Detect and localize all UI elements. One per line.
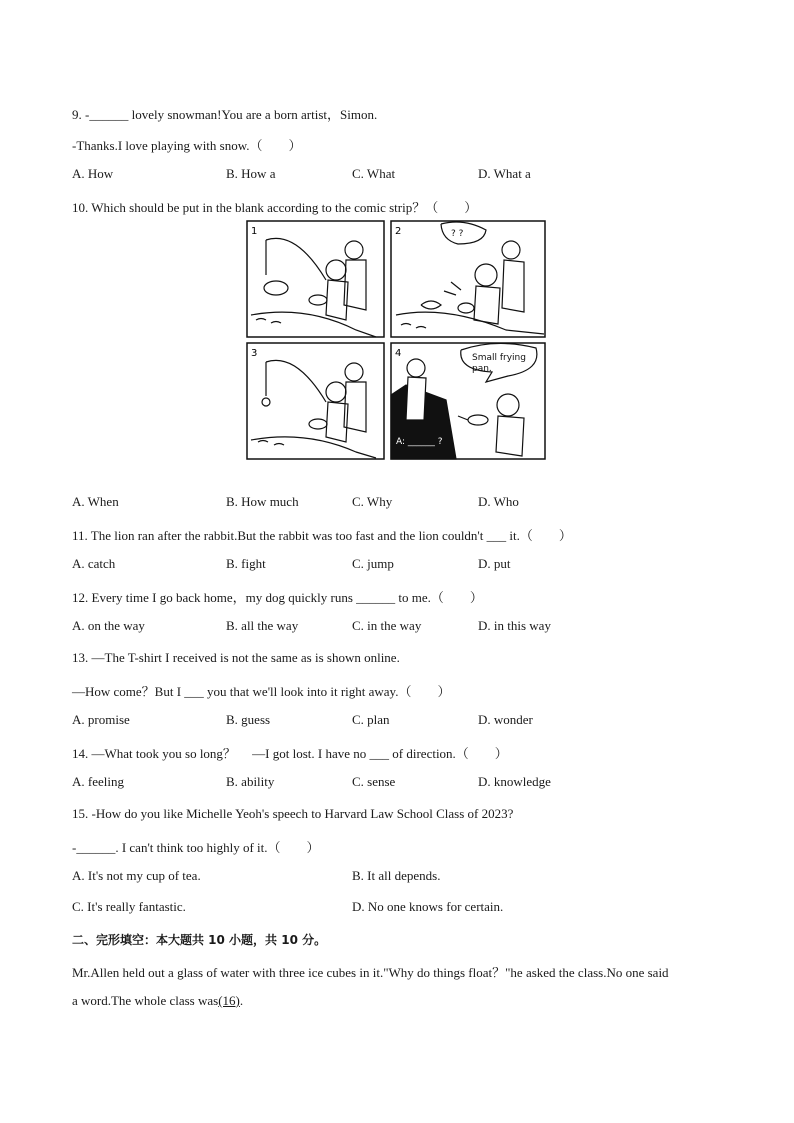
passage-line-2-suffix: . xyxy=(239,993,244,1008)
option-b[interactable]: B. It all depends. xyxy=(352,868,441,883)
option-d[interactable]: D. in this way xyxy=(478,618,551,633)
panel-number-2: 2 xyxy=(395,226,402,237)
speech-bubble-line-2: pan. xyxy=(472,364,492,374)
option-d[interactable]: D. wonder xyxy=(478,712,533,727)
option-b[interactable]: B. How much xyxy=(226,494,299,509)
option-c[interactable]: C. in the way xyxy=(352,618,422,633)
question-13-stem: 13. —The T-shirt I received is not the same as is shown online. xyxy=(72,650,400,665)
option-c[interactable]: C. It's really fantastic. xyxy=(72,899,186,914)
option-c[interactable]: C. What xyxy=(352,166,396,181)
option-b[interactable]: B. How a xyxy=(226,166,276,181)
question-15-stem-reply: -______. I can't think too highly of it.（ ） xyxy=(72,840,320,855)
question-13-options xyxy=(72,712,732,730)
question-10-stem: 10. Which should be put in the blank according to the comic strip？（ ） xyxy=(72,200,478,215)
option-d[interactable]: D. What a xyxy=(478,166,531,181)
question-15-stem: 15. -How do you like Michelle Yeoh's speech to Harvard Law School Class of 2023? xyxy=(72,806,514,821)
panel-number-4: 4 xyxy=(395,348,402,359)
panel-number-1: 1 xyxy=(251,226,258,237)
answer-blank: A: ______ ? xyxy=(396,437,443,447)
question-13-stem-reply: —How come？But I ___ you that we'll look into it right away.（ ） xyxy=(72,684,451,699)
option-d[interactable]: D. Who xyxy=(478,494,519,509)
question-11-options xyxy=(72,556,732,574)
question-15-options-row-1 xyxy=(72,868,732,886)
question-12-stem: 12. Every time I go back home，my dog quickly runs ______ to me.（ ） xyxy=(72,590,483,605)
question-14-options xyxy=(72,774,732,792)
comic-strip xyxy=(246,220,546,460)
question-9-options xyxy=(72,166,732,184)
question-9-stem-reply: -Thanks.I love playing with snow.（ ） xyxy=(72,138,302,153)
option-a[interactable]: A. catch xyxy=(72,556,116,571)
option-a[interactable]: A. on the way xyxy=(72,618,145,633)
option-c[interactable]: C. jump xyxy=(352,556,394,571)
option-a[interactable]: A. When xyxy=(72,494,119,509)
option-d[interactable]: D. put xyxy=(478,556,511,571)
panel-number-3: 3 xyxy=(251,348,258,359)
comic-panel-2 xyxy=(391,221,545,337)
option-d[interactable]: D. No one knows for certain. xyxy=(352,899,504,914)
question-14-stem: 14. —What took you so long？ —I got lost. I have no ___ of direction.（ ） xyxy=(72,746,508,761)
option-c[interactable]: C. sense xyxy=(352,774,396,789)
passage-line-2-prefix: a word.The whole class was xyxy=(72,993,219,1008)
option-c[interactable]: C. plan xyxy=(352,712,390,727)
option-b[interactable]: B. ability xyxy=(226,774,275,789)
passage-line-1: Mr.Allen held out a glass of water with three ice cubes in it."Why do things float？"he asked the class.No one said xyxy=(72,965,669,980)
question-marks: ? ? xyxy=(451,229,464,239)
option-a[interactable]: A. promise xyxy=(72,712,130,727)
comic-panel-1 xyxy=(247,221,384,337)
option-a[interactable]: A. feeling xyxy=(72,774,124,789)
question-11-stem: 11. The lion ran after the rabbit.But the rabbit was too fast and the lion couldn't ___ it.（ ） xyxy=(72,528,572,543)
option-b[interactable]: B. fight xyxy=(226,556,266,571)
question-10-options xyxy=(72,494,732,512)
option-b[interactable]: B. guess xyxy=(226,712,271,727)
question-15-options-row-2 xyxy=(72,899,732,917)
speech-bubble-line-1: Small frying xyxy=(472,353,526,363)
option-c[interactable]: C. Why xyxy=(352,494,393,509)
question-12-options xyxy=(72,618,732,636)
section-2-heading: 二、完形填空：本大题共 10 小题，共 10 分。 xyxy=(72,933,327,947)
blank-16[interactable]: (16) xyxy=(218,993,240,1008)
passage-line-2 xyxy=(72,993,243,1009)
option-b[interactable]: B. all the way xyxy=(226,618,299,633)
question-9-stem: 9. -______ lovely snowman!You are a born artist，Simon. xyxy=(72,107,378,122)
option-a[interactable]: A. How xyxy=(72,166,114,181)
option-a[interactable]: A. It's not my cup of tea. xyxy=(72,868,201,883)
option-d[interactable]: D. knowledge xyxy=(478,774,551,789)
